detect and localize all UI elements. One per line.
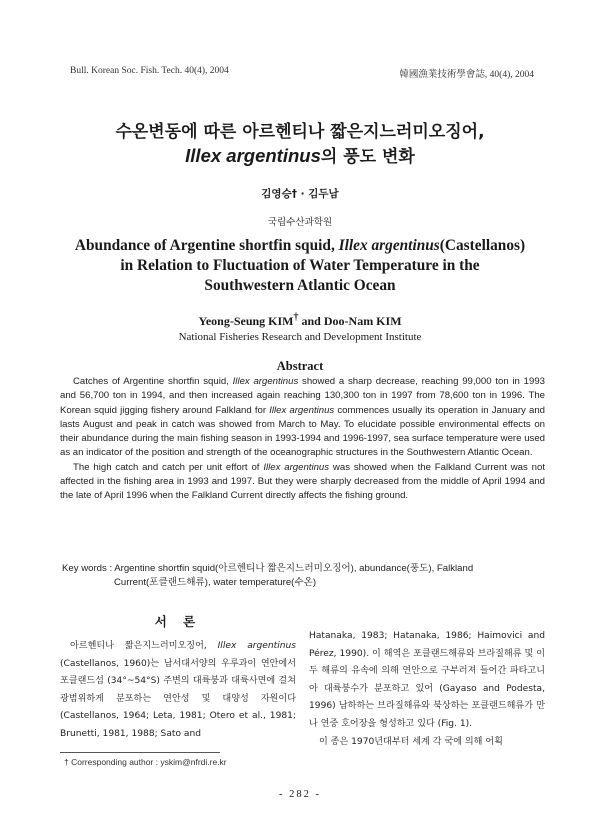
species-name: Illex argentinus bbox=[269, 404, 335, 416]
title-english-line2: in Relation to Fluctuation of Water Temperature in the bbox=[120, 257, 480, 274]
title-english-line1-post: (Castellanos) bbox=[439, 237, 526, 254]
abstract-text: The high catch and catch per unit effort of bbox=[73, 461, 264, 473]
title-korean-line1: 수온변동에 따른 아르헨티나 짧은지느러미오징어, bbox=[115, 122, 485, 142]
authors-korean: 김영승† · 김두남 bbox=[261, 188, 339, 200]
abstract-heading: Abstract bbox=[276, 359, 324, 373]
title-english-line3: Southwestern Atlantic Ocean bbox=[204, 277, 396, 294]
corresponding-dagger: † bbox=[293, 312, 299, 323]
abstract-paragraph-1 bbox=[60, 375, 545, 461]
institution-english: National Fisheries Research and Development Institute bbox=[178, 331, 422, 343]
title-korean bbox=[0, 121, 600, 169]
intro-paragraph-1 bbox=[60, 638, 296, 744]
footnote-divider bbox=[60, 752, 220, 753]
abstract-text: commences usually its operation in January and lasts August and peak in catch was showed from March to May. To elucidate possible environmental effects on their abundance during the main fishing season in 1993-1994 and 1996-1997, sea surface temperature were used as an indicator of the position and strength of the oceanographic structures in the Southwestern Atlantic Ocean. bbox=[60, 404, 545, 459]
author-conjunction: and bbox=[298, 314, 324, 328]
keywords bbox=[62, 562, 542, 591]
abstract-text: was showed when the Falkland Current was not affected in the fishing area in 1993 and 1997. But they were sharply decreased from the middle of April 1994 and the late of April 1996 when the Falkland Current directly affects the fishing ground. bbox=[60, 461, 546, 502]
journal-header-ko: 韓國漁業技術學會誌, 40(4), 2004 bbox=[399, 70, 534, 80]
intro-paragraph-1-cont: Hatanaka, 1983; Hatanaka, 1986; Haimovici and Pérez, 1990). 이 해역은 포클랜드해류와 브라질해류 및 이 두 해류의 유속에 의해 연안으로 구부러져 들어간 파타고니아 대륙붕수가 분포하고 있어 (Gayaso and Podesta, 1996) 남하하는 브라질해류와 북상하는 포클랜드해류가 만나 연중 호어장을 형성하고 있다 (Fig. 1). bbox=[309, 631, 545, 729]
intro-text: 아르헨티나 짧은지느러미오징어, bbox=[70, 641, 218, 651]
intro-text: (Castellanos, 1960)는 남서대서양의 우루과이 연안에서 포클랜드섬 (34°~54°S) 주변의 대륙붕과 대륙사면에 걸쳐 광범위하게 분포하는 연안성 및 대양성 자원이다 (Castellanos, 1964; Leta, 1981; Otero et al., 1981; Brunetti, 1981, 1988; Sato and bbox=[60, 658, 296, 739]
journal-header-en: Bull. Korean Soc. Fish. Tech. 40(4), 2004 bbox=[70, 66, 229, 76]
section-heading-introduction: 서 론 bbox=[154, 614, 202, 629]
intro-column-left bbox=[60, 638, 296, 744]
intro-paragraph-2: 이 종은 1970년대부터 세계 각 국에 의해 어획 bbox=[319, 736, 503, 747]
abstract-text: Catches of Argentine shortfin squid, bbox=[73, 376, 233, 387]
species-name: Illex argentinus bbox=[338, 237, 440, 254]
page-number: - 282 - bbox=[279, 789, 321, 800]
abstract-text: showed a sharp decrease, reaching 99,000 ton in 1993 and 56,700 ton in 1994, and then increased again reaching 130,300 ton in 1997 from 78,600 ton in 1996. The Korean squid jigging fishery around Falkland for bbox=[60, 376, 546, 416]
intro-column-right bbox=[309, 628, 545, 751]
abstract-paragraph-2 bbox=[60, 461, 545, 504]
author-1: Yeong-Seung KIM bbox=[198, 314, 294, 328]
institution-korean: 국립수산과학원 bbox=[267, 217, 333, 228]
species-name: Illex argentinus bbox=[232, 376, 299, 387]
keywords-line1: Key words : Argentine shortfin squid(아르헨티나 짧은지느러미오징어), abundance(풍도), Falkland bbox=[62, 563, 474, 574]
abstract-body bbox=[60, 375, 545, 504]
title-english-line1-pre: Abundance of Argentine shortfin squid, bbox=[74, 237, 339, 254]
footnote-corresponding-author: † Corresponding author : yskim@nfrdi.re.kr bbox=[64, 757, 227, 767]
authors-english bbox=[0, 312, 600, 329]
keywords-line2: Current(포클랜드해류), water temperature(수온) bbox=[114, 577, 317, 589]
author-2: Doo-Nam KIM bbox=[323, 314, 402, 328]
species-name: Illex argentinus bbox=[185, 145, 321, 166]
title-english bbox=[12, 236, 588, 296]
title-english-line1 bbox=[12, 236, 588, 256]
species-name: Illex argentinus bbox=[217, 641, 297, 651]
title-korean-line2-rest: 의 풍도 변화 bbox=[320, 147, 415, 167]
title-korean-line2 bbox=[0, 144, 600, 169]
species-name: Illex argentinus bbox=[263, 461, 330, 473]
